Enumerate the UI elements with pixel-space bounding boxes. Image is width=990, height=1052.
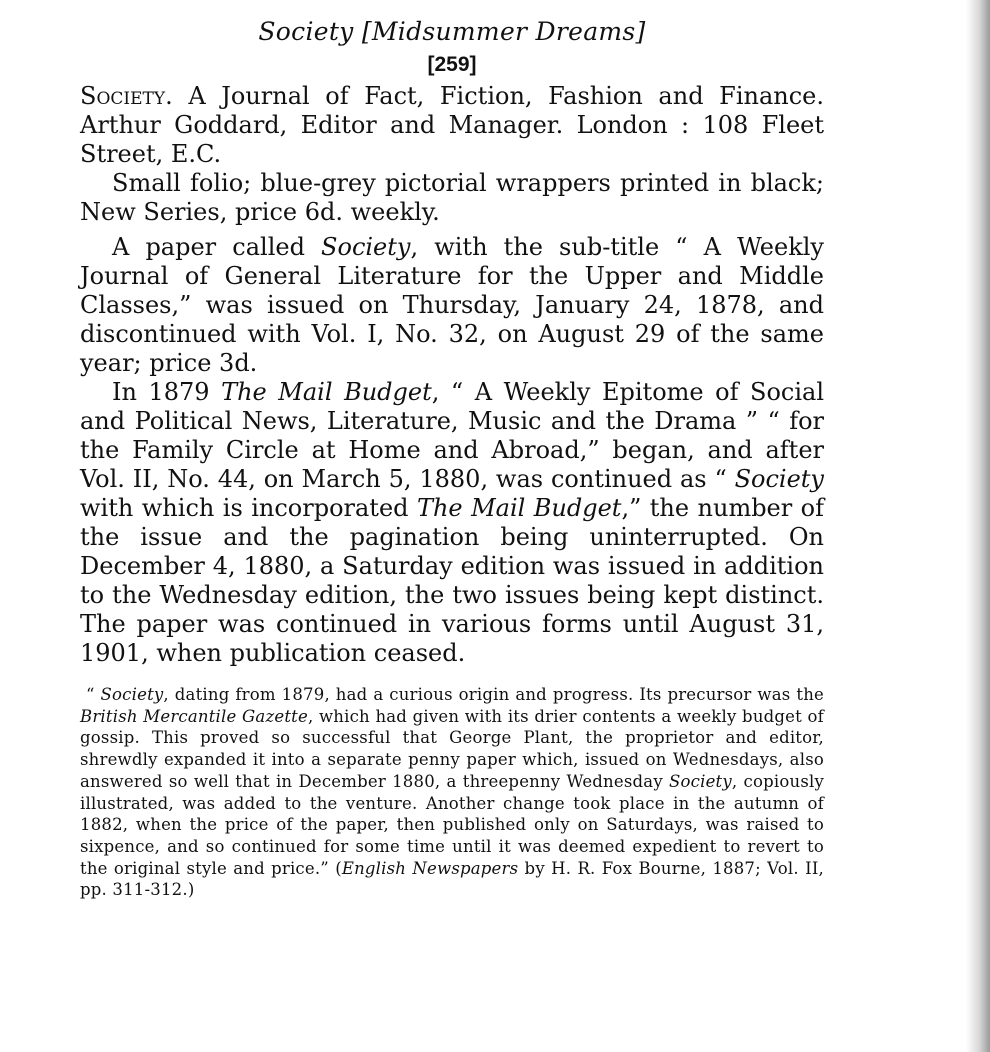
history-paragraph-1 [80,233,824,378]
entry-heading [80,82,824,169]
italic-title: The Mail Budget [416,494,622,522]
footnote-quote [80,684,824,901]
book-page [80,14,824,901]
text-run: , dating from 1879, had a curious origin and progress. Its precursor was the [163,685,824,704]
footnote [80,684,824,901]
main-text [80,82,824,668]
italic-title: Society [321,233,411,261]
italic-title: Society [734,465,824,493]
italic-title: The Mail Budget [221,378,432,406]
text-run: , with the sub-title “ A Weekly Journal of General Literature for the Upper and Middle Classes,” was issued on Thursday, January 24, 1878, and discontinued with Vol. I, No. 32, on August 29 of the same year; price 3d. [80,233,824,377]
entry-title: Society. [80,82,173,110]
text-run: ,” the number of the issue and the pagination being uninterrupted. On December 4, 1880, a Saturday edition was issued in addition to the Wednesday edition, the two issues being kept distinct. The paper was continued in various forms until August 31, 1901, when publication ceased. [80,494,825,667]
text-run: by H. R. Fox Bourne, 1887; Vol. II, pp. 311-312.) [80,858,824,900]
entry-description: A Journal of Fact, Fiction, Fashion and Finance. Arthur Goddard, Editor and Manager. London : 108 Fleet Street, E.C. [80,82,824,168]
italic-title: British Mercantile Gazette [80,706,308,726]
italic-title: Society [100,685,164,704]
text-run: , copiously illustrated, was added to the venture. Another change took place in the autumn of 1882, when the price of the paper, then published only on Saturdays, was raised to sixpence, and so continued for some time until it was deemed expedient to revert to the original style and price.” ( [80,771,824,878]
entry-format: Small folio; blue-grey pictorial wrappers printed in black; New Series, price 6d. weekly. [80,169,824,226]
italic-title: English Newspapers [341,858,519,878]
text-run: with which is incorporated [80,494,417,522]
italic-title: Society [669,771,732,791]
text-run: “ [86,685,101,704]
history-paragraph-2 [80,378,824,668]
text-run: In 1879 [112,378,222,406]
text-run: , “ A Weekly Epitome of Social and Political News, Literature, Music and the Drama ” “ for the Family Circle at Home and Abroad,” began, and after Vol. II, No. 44, on March 5, 1880, was continued as “ [80,378,824,493]
page-edge-shadow [966,0,990,1052]
text-run: A paper called [112,233,322,261]
running-title: Society [Midsummer Dreams] [258,17,646,46]
page-number: [259] [427,53,477,76]
text-run: , which had given with its drier contents a weekly budget of gossip. This proved so successful that George Plant, the proprietor and editor, shrewdly expanded it into a separate penny paper which, issued on Wednesdays, also answered so well that in December 1880, a threepenny Wednesday [80,706,824,791]
